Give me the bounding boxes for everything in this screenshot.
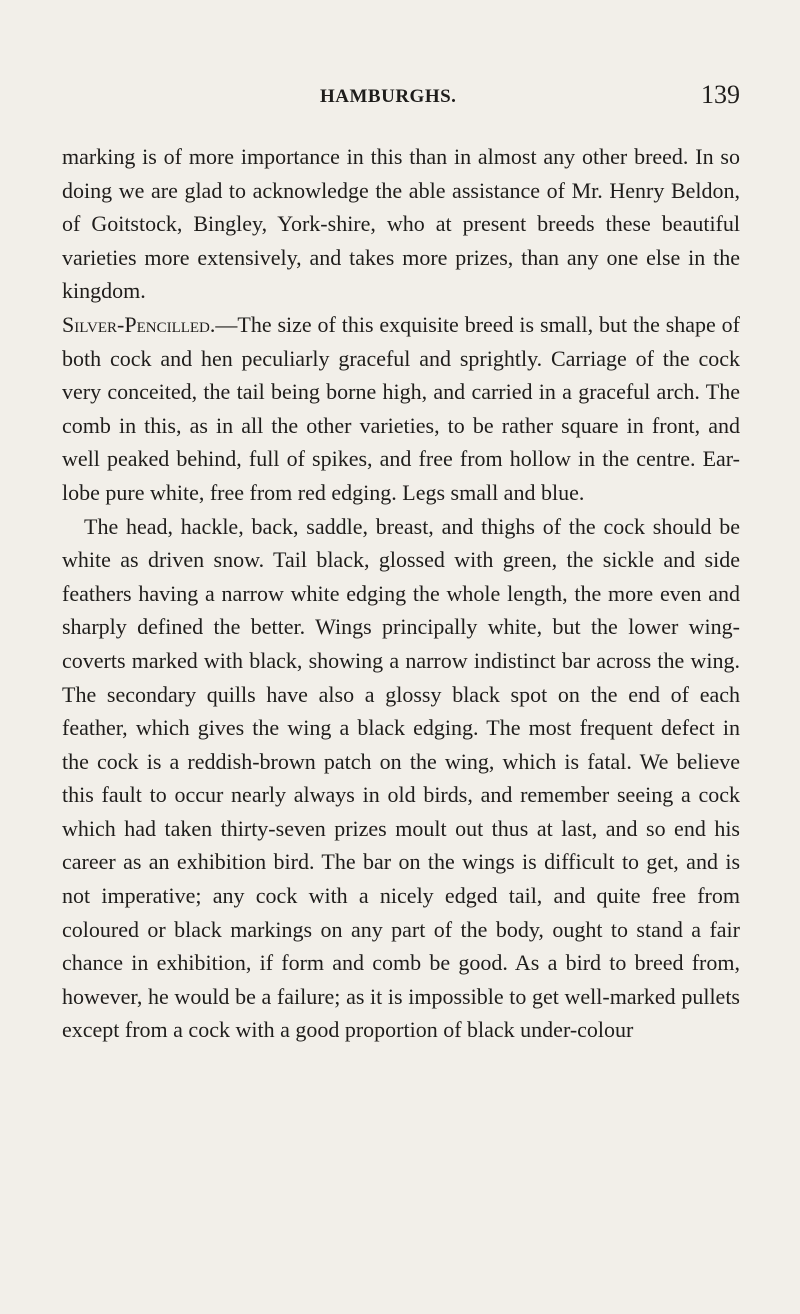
paragraph-text: The head, hackle, back, saddle, breast, and thighs of the cock should be white as driven snow. Tail black, glossed with green, the sickle and side feathers having a narrow white edging the whole length, the more even and sharply defined the better. Wings principally white, but the lower wing-coverts marked with black, showing a narrow indistinct bar across the wing. The secondary quills have also a glossy black spot on the end of each feather, which gives the wing a black edging. The most frequent defect in the cock is a reddish-brown patch on the wing, which is fatal. We believe this fault to occur nearly always in old birds, and remember seeing a cock which had taken thirty-seven prizes moult out thus at last, and so end his career as an exhibition bird. The bar on the wings is difficult to get, and is not imperative; any cock with a nicely edged tail, and quite free from coloured or black markings on any part of the body, ought to stand a fair chance in exhibition, if form and comb be good. As a bird to breed from, however, he would be a failure; as it is impossible to get well-marked pullets except from a cock with a good proportion of black under-colour (62, 513, 740, 1043)
paragraph (62, 510, 740, 1048)
section-lead: Silver-Pencilled. (62, 311, 216, 337)
paragraph-text: —The size of this exquisite breed is small, but the shape of both cock and hen peculiarly graceful and sprightly. Carriage of the cock very conceited, the tail being borne high, and carried in a graceful arch. The comb in this, as in all the other varieties, to be rather square in front, and well peaked behind, full of spikes, and free from hollow in the centre. Ear-lobe pure white, free from red edging. Legs small and blue. (62, 311, 740, 505)
paragraph-text: marking is of more importance in this than in almost any other breed. In so doing we are glad to acknowledge the able assistance of Mr. Henry Beldon, of Goitstock, Bingley, York-shire, who at present breeds these beautiful varieties more extensively, and takes more prizes, than any one else in the kingdom. (62, 144, 740, 304)
paragraph (62, 308, 740, 510)
paragraph (62, 140, 740, 308)
page-number: 139 (701, 80, 740, 109)
body-text (62, 140, 740, 1047)
running-head: HAMBURGHS. (320, 86, 457, 107)
